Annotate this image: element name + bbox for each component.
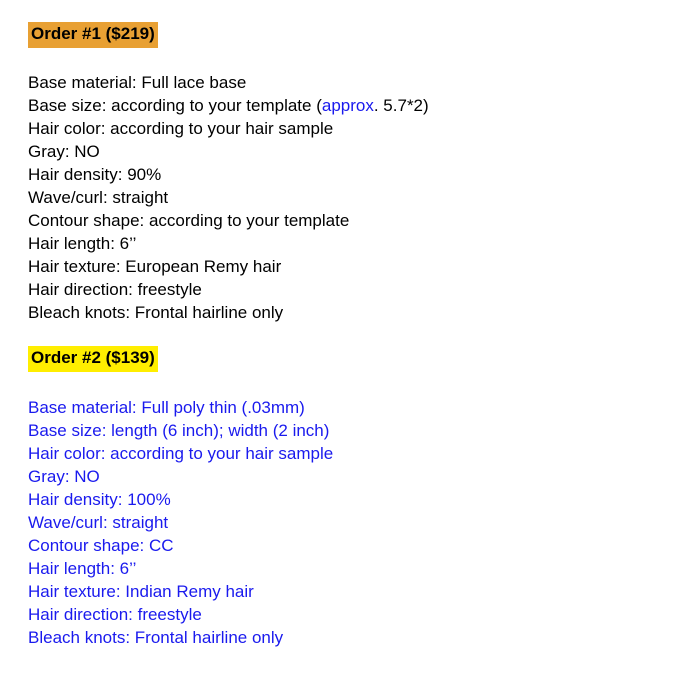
spec-line: Hair texture: European Remy hair (28, 256, 282, 276)
spec-line: Bleach knots: Frontal hairline only (28, 302, 284, 322)
order-block-1 (28, 22, 698, 324)
spec-line: Hair color: according to your hair sample (28, 443, 334, 463)
spec-text: Base size: according to your template ( (28, 95, 322, 115)
spec-accent-text: approx (321, 95, 374, 115)
order-1-heading: Order #1 ($219) (28, 22, 158, 48)
spec-line: Hair density: 90% (28, 164, 162, 184)
spec-line: Hair length: 6’’ (28, 233, 137, 253)
spec-line: Hair texture: Indian Remy hair (28, 581, 254, 601)
spec-line: Hair density: 100% (28, 489, 171, 509)
spec-line: Hair direction: freestyle (28, 604, 202, 624)
spec-text-after: . 5.7*2) (373, 95, 429, 115)
spec-line: Bleach knots: Frontal hairline only (28, 627, 284, 647)
spec-line: Base size: length (6 inch); width (2 inch) (28, 420, 330, 440)
order-1-spec-list (28, 71, 698, 324)
spec-line: Wave/curl: straight (28, 187, 169, 207)
spec-line: Hair length: 6’’ (28, 558, 137, 578)
spacer (28, 52, 698, 71)
spacer (28, 376, 698, 396)
spec-line: Hair color: according to your hair sample (28, 118, 334, 138)
spec-line: Wave/curl: straight (28, 512, 169, 532)
spec-line (28, 94, 698, 117)
order-2-heading: Order #2 ($139) (28, 346, 158, 372)
spec-line: Gray: NO (28, 141, 100, 161)
spacer (28, 324, 698, 346)
spec-line: Hair direction: freestyle (28, 279, 202, 299)
spec-line: Contour shape: according to your template (28, 210, 350, 230)
spec-line: Contour shape: CC (28, 535, 174, 555)
order-block-2 (28, 346, 698, 649)
spec-line: Gray: NO (28, 466, 100, 486)
spec-line: Base material: Full lace base (28, 72, 247, 92)
order-2-spec-list (28, 396, 698, 649)
spec-line: Base material: Full poly thin (.03mm) (28, 397, 305, 417)
